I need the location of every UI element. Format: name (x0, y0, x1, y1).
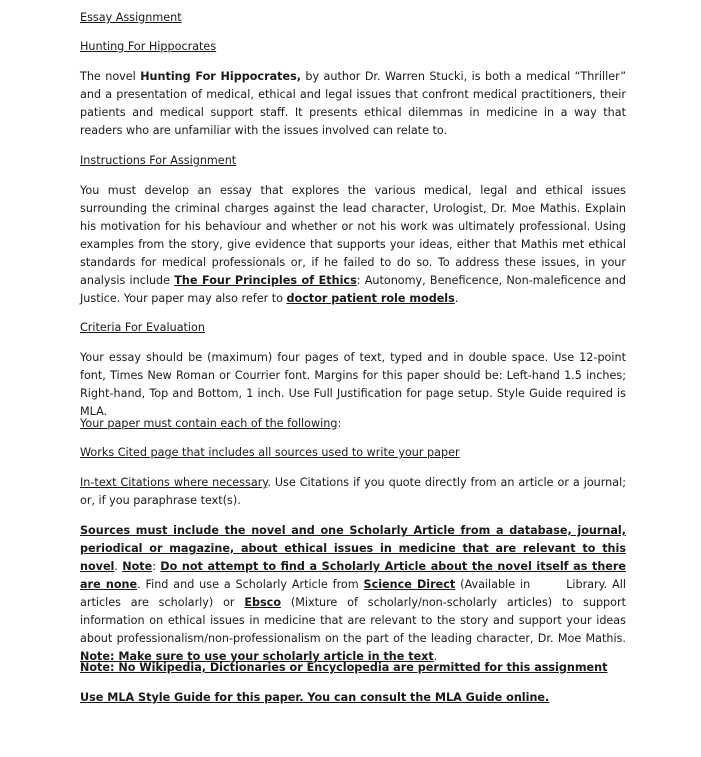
criteria-heading: Criteria For Evaluation (80, 321, 205, 334)
no-wikipedia-note: Note: No Wikipedia, Dictionaries or Encyclopedia are permitted for this assignment (80, 661, 608, 674)
criteria-paragraph: Your essay should be (maximum) four pages of text, typed and in double space. Use 12-point font, Times New Roman or Courrier font. Margins for this paper should be: Left-hand 1.5 inches; Right-hand, Top and Bottom, 1 inch. Use Full Justification for page setup. Style Guide required is MLA. (80, 351, 626, 418)
intext-citations-paragraph: In-text Citations where necessary. Use Citations if you quote directly from an article or a journal; or, if you paraphrase text(s). (80, 476, 626, 507)
sources-paragraph: Sources must include the novel and one Scholarly Article from a database, journal, periodical or magazine, about ethical issues in medicine that are relevant to this novel. Note: Do not attempt to find a Scholarly Article about the novel itself as there are none. Find and use a Scholarly Article from Science Direct (Available in Library. All articles are scholarly) or Ebsco (Mixture of scholarly/non-scholarly articles) to support information on ethical issues in medicine that are relevant to the story and support your ideas about professionalism/non-professionalism on the part of the leading character, Dr. Moe Mathis. Note: Make sure to use your scholarly article in the text. (80, 524, 626, 663)
ebsco-link[interactable]: Ebsco (244, 596, 282, 609)
works-cited-requirement: Works Cited page that includes all sources used to write your paper (80, 446, 460, 459)
mla-guide-note: Use MLA Style Guide for this paper. You can consult the MLA Guide online. (80, 691, 550, 704)
requirements-heading: Your paper must contain each of the following: (80, 417, 342, 430)
four-principles-link[interactable]: The Four Principles of Ethics (174, 274, 357, 287)
instructions-heading: Instructions For Assignment (80, 154, 237, 167)
intro-paragraph: The novel Hunting For Hippocrates, by author Dr. Warren Stucki, is both a medical “Thriller” and a presentation of medical, ethical and legal issues that confront medical practitioners, their patients and medical support staff. It presents ethical dilemmas in medicine in a way that readers who are unfamiliar with the issues involved can relate to. (80, 70, 626, 137)
book-heading: Hunting For Hippocrates (80, 40, 217, 53)
doc-title: Essay Assignment (80, 11, 182, 24)
book-title: Hunting For Hippocrates, (140, 70, 301, 83)
science-direct-link[interactable]: Science Direct (363, 578, 456, 591)
instructions-paragraph: You must develop an essay that explores the various medical, legal and ethical issues surrounding the criminal charges against the lead character, Urologist, Dr. Moe Mathis. Explain his motivation for his behaviour and whether or not his work was ultimately professional. Using examples from the story, give evidence that supports your ideas, either that Mathis met ethical standards for medical professionals or, if he failed to do so. To address these issues, in your analysis include The Four Principles of Ethics: Autonomy, Beneficence, Non-maleficence and Justice. Your paper may also refer to doctor patient role models. (80, 184, 626, 305)
doctor-patient-link[interactable]: doctor patient role models (286, 292, 455, 305)
